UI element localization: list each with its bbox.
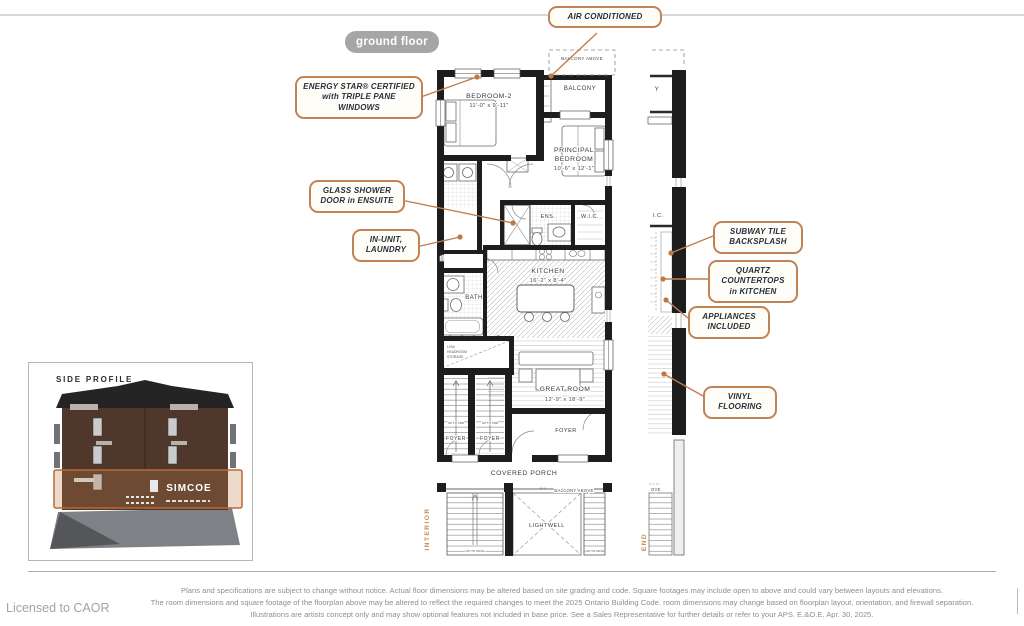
label-end: END — [641, 532, 648, 552]
callout-air-conditioned: AIR CONDITIONED — [548, 6, 662, 28]
label-storage-1: LOW — [447, 345, 455, 349]
label-up-to-2nd-1: UP TO 2ND — [447, 421, 465, 425]
pillow — [595, 128, 604, 149]
label-up-to-main-2: UP TO MAIN — [586, 549, 604, 553]
adjacent-unit-strip — [641, 50, 686, 555]
strip-stair-wall — [674, 440, 684, 555]
label-principal-1: PRINCIPAL — [554, 147, 594, 154]
bath-toilet — [451, 299, 462, 312]
label-kitchen-dims: 16'-2" x 8'-4" — [529, 278, 567, 284]
label-interior: INTERIOR — [424, 507, 431, 551]
pillow — [595, 151, 604, 172]
exterior-stair-left — [447, 493, 503, 555]
stool — [561, 313, 570, 322]
label-strip-wic: I.C. — [653, 213, 664, 219]
bath-sink — [447, 279, 459, 291]
label-bedroom2: BEDROOM-2 — [466, 93, 512, 100]
label-laundry: LN. — [440, 255, 444, 261]
firewall-joint — [605, 176, 612, 186]
callout-energy-star: ENERGY STAR® CERTIFIED with TRIPLE PANE WINDOWS — [295, 76, 423, 119]
callout-glass-shower: GLASS SHOWER DOOR in ENSUITE — [309, 180, 405, 213]
strip-stair — [649, 493, 672, 555]
sink — [553, 227, 565, 237]
label-bath: BATH — [465, 295, 483, 301]
callout-quartz: QUARTZ COUNTERTOPS in KITCHEN — [708, 260, 798, 303]
sofa — [519, 352, 593, 365]
label-foyer-3: FOYER — [555, 428, 577, 434]
side-table — [580, 369, 593, 382]
label-principal-2: BEDROOM — [554, 156, 594, 163]
callout-appliances: APPLIANCES INCLUDED — [688, 306, 770, 339]
side-table — [519, 369, 532, 382]
label-storage-3: STORAGE — [447, 355, 464, 359]
label-bedroom2-dims: 11'-0" x 9'-11" — [469, 103, 509, 109]
side-profile-title: SIDE PROFILE — [56, 375, 134, 384]
side-counter — [592, 287, 605, 313]
toilet — [532, 233, 542, 246]
label-balcony-above-top: BALCONY ABOVE — [561, 56, 603, 61]
side-profile-building — [50, 375, 242, 549]
balcony-above-outline — [549, 50, 615, 75]
disclaimer-line-1: Plans and specifications are subject to change without notice. Actual floor dimensions may be altered based on site grading and code. Square footages may include open to above and could vary between layouts and elevations. — [181, 586, 943, 595]
callout-in-unit-laundry: IN-UNIT, LAUNDRY — [352, 229, 420, 262]
pillow — [446, 123, 456, 142]
label-balcony: BALCONY — [563, 86, 597, 92]
label-wic: W.I.C. — [581, 214, 599, 220]
building-label: SIMCOE — [166, 483, 212, 494]
disclaimer-text — [112, 585, 1012, 620]
label-greatroom-dims: 12'-9" x 18'-9" — [544, 397, 586, 403]
label-ensuite: ENS. — [540, 214, 556, 220]
label-principal-dims: 10'-6" x 12'-1" — [553, 166, 595, 172]
label-greatroom: GREAT ROOM — [539, 386, 591, 393]
disclaimer-line-3: Illustrations are artists concept only and may show optional features not included in base price. See a Sales Representative for further details or refer to your APS. E.&O.E. Apr. 30, 2025. — [250, 609, 874, 619]
kitchen-island — [517, 285, 574, 312]
callout-vinyl: VINYL FLOORING — [703, 386, 777, 419]
building-door — [150, 480, 158, 492]
stool — [525, 313, 534, 322]
exterior-stair-right — [584, 493, 605, 555]
disclaimer-line-2: The room dimensions and square footage of the floorplan above may be altered to reflect the required changes to meet the 2025 Ontario Building Code. room dimensions may change based on floorplan layout, orientation, and firewall separation. — [150, 597, 974, 607]
licensed-to-caor: Licensed to CAOR — [6, 601, 110, 615]
label-up-to-2nd-2: UP TO 2ND — [481, 421, 499, 425]
pillow — [446, 102, 456, 121]
callout-subway-tile: SUBWAY TILE BACKSPLASH — [713, 221, 803, 254]
label-balcony-above-lower: BALCONY ABOVE — [554, 488, 594, 493]
label-up-to-main-1: UP TO MAIN — [466, 549, 484, 553]
label-foyer-2: FOYER — [480, 436, 500, 442]
firewall-joint — [605, 310, 612, 322]
front-door-opening — [512, 455, 532, 462]
label-covered-porch: COVERED PORCH — [490, 470, 558, 477]
label-foyer-1: FOYER — [446, 436, 466, 442]
label-kitchen: KITCHEN — [531, 268, 565, 275]
floor-badge: ground floor — [345, 31, 439, 53]
stool — [543, 313, 552, 322]
main-unit-plan — [424, 50, 615, 556]
label-strip-above: OVE — [651, 487, 661, 492]
label-lightwell: LIGHTWELL — [529, 523, 565, 529]
label-storage-2: HEADROOM — [447, 350, 467, 354]
label-strip-balcony: Y — [654, 87, 660, 93]
